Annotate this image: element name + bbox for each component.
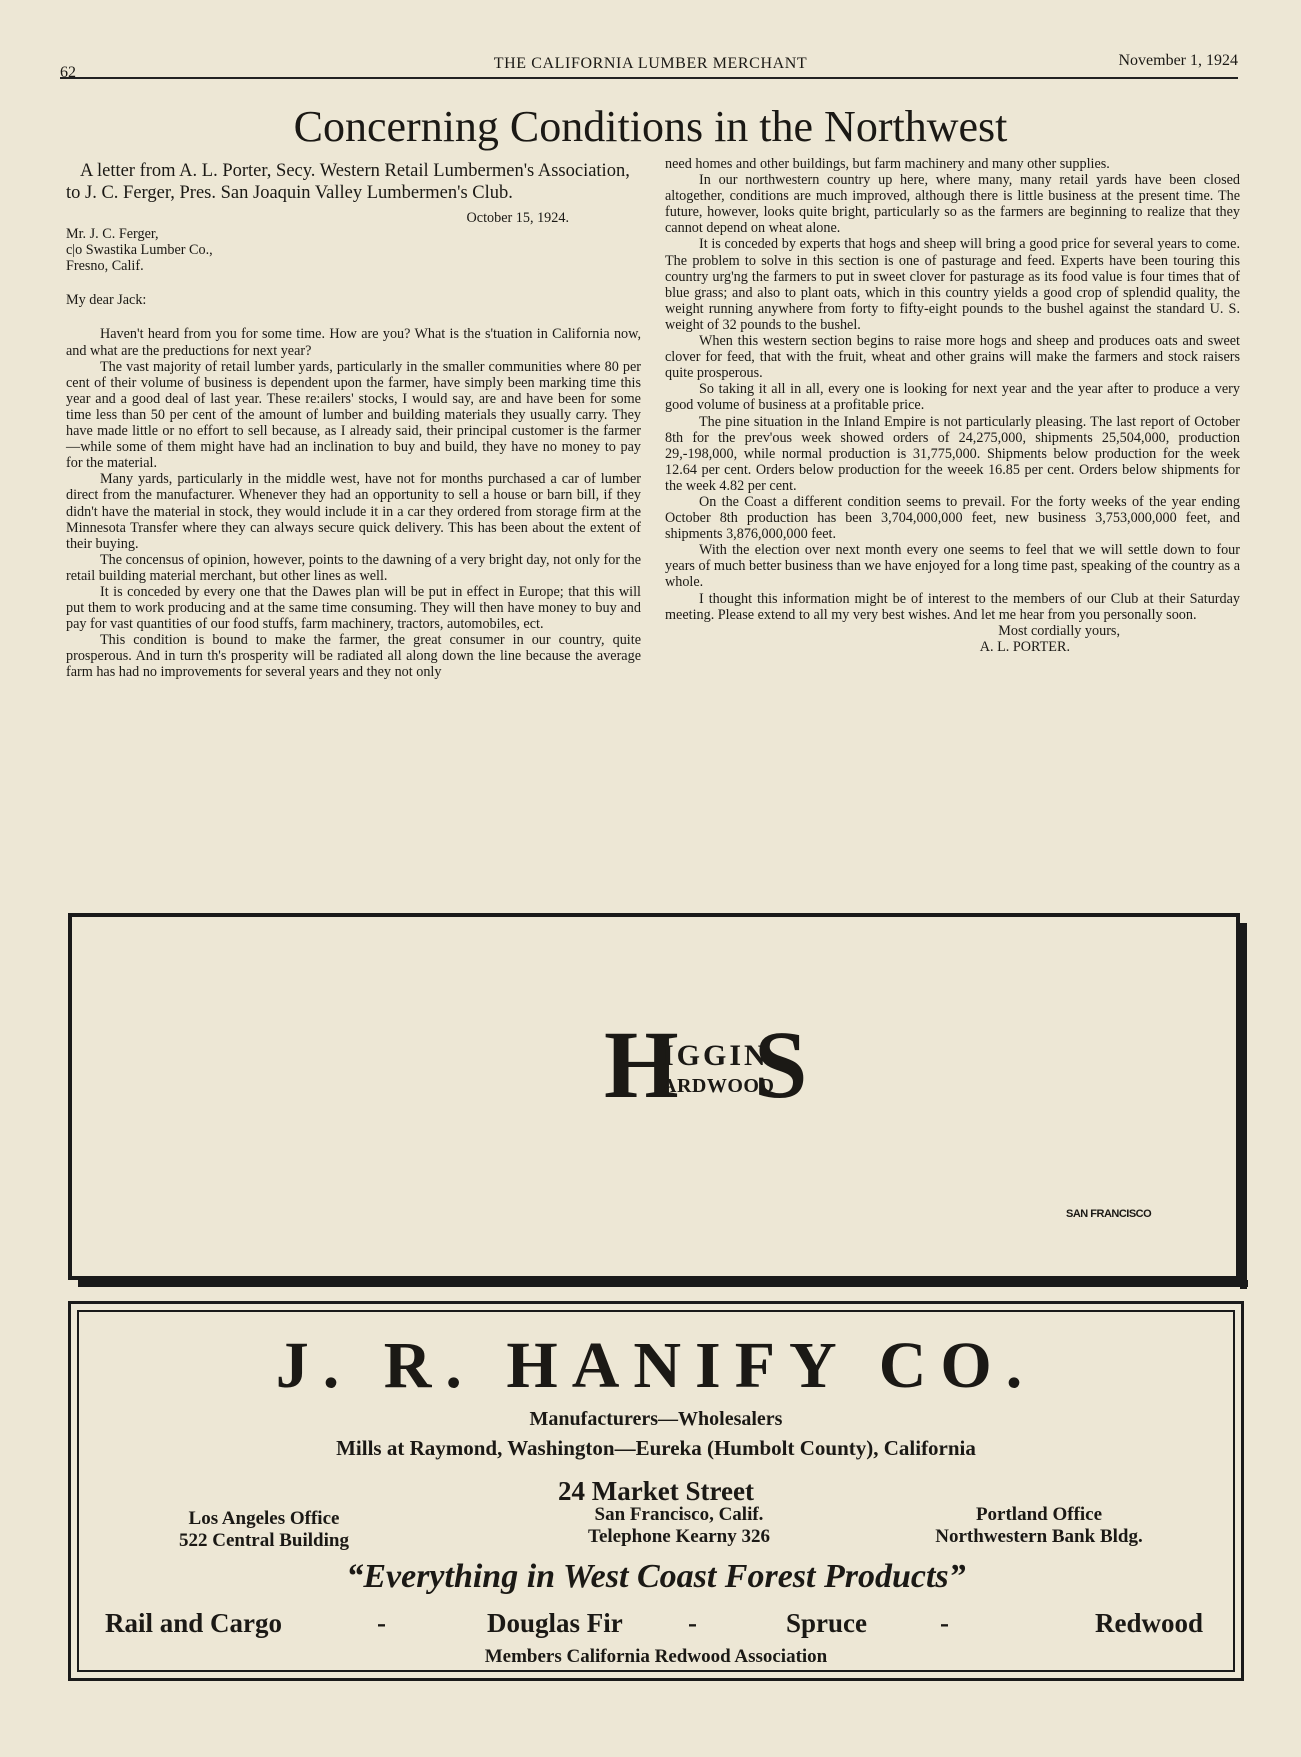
article-title: Concerning Conditions in the Northwest: [293, 102, 1008, 151]
paragraph: In our northwestern country up here, where many, many retail yards have been closed altogether, conditions are much improved, although there is little business at the present time. The future, however, looks quite bright, particularly so as the farmers are beginning to realize that they cannot depend on wheat alone.: [665, 172, 1240, 237]
address-line-2: c|o Swastika Lumber Co.,: [66, 242, 213, 259]
la-office-line-1: Los Angeles Office: [188, 1508, 340, 1529]
company-slogan: “Everything in West Coast Forest Products”: [346, 1558, 966, 1595]
address-line-1: Mr. J. C. Ferger,: [66, 226, 159, 243]
product-separator: -: [377, 1608, 386, 1638]
portland-office-line-1: Portland Office: [975, 1504, 1103, 1525]
paragraph: This condition is bound to make the farmer, the great consumer in our country, quite prosperous. And in turn th's prosperity will be radiated all along down the line because the average farm has had no improvements for several years and they not only: [66, 632, 641, 681]
logo-word-iggin: IGGIN: [662, 1039, 769, 1072]
company-name: J. R. HANIFY CO.: [275, 1329, 1037, 1402]
paragraph: It is conceded by every one that the Dawes plan will be put in effect in Europe; that this will put them to work producing and at the same time consuming. They will then have money to buy and pay for vast quantities of our food stuffs, farm machinery, tractors, automobiles, ect.: [66, 583, 641, 633]
hanify-ad: [68, 1301, 1244, 1681]
paragraph: The pine situation in the Inland Empire is not particularly pleasing. The last report of October 8th for the prev'ous week showed orders of 24,275,000, shipments 25,504,000, production 29,-198,000, while normal production is 31,775,000. Shipments below production for the week 12.64 per cent. Orders below production for the weeek 16.85 per cent. Orders below shipments for the week 4.82 per cent.: [665, 413, 1240, 494]
la-office-line-2: 522 Central Building: [179, 1530, 349, 1551]
issue-date: November 1, 1924: [1118, 52, 1238, 69]
product-separator: -: [688, 1608, 697, 1638]
paragraph: It is conceded by experts that hogs and sheep will bring a good price for several years to come. The problem to solve in this section is one of pasturage and feed. Experts have been touring this country urg'ng the farmers to put in sweet clover for pasturage as its food value is four times that of blue grass; and also to plant oats, which in this country yields a good crop of splendid quality, the weight running anywhere from forty to fifty-eight pounds to the bushel against the standard U. S. weight of 32 pounds to the bushel.: [665, 236, 1240, 333]
logo-letter-h: H: [604, 1011, 679, 1118]
paragraph: need homes and other buildings, but farm machinery and many other supplies.: [665, 156, 1110, 172]
paragraph: So taking it all in all, every one is looking for next year and the year after to produce a very good volume of business at a profitable price.: [665, 381, 1240, 414]
company-address: 24 Market Street: [558, 1476, 754, 1506]
article-left-column: [66, 160, 641, 681]
product-douglas-fir: Douglas Fir: [487, 1608, 623, 1638]
sf-office: [529, 1504, 829, 1548]
header-rule: [60, 77, 1238, 79]
letter-signature: A. L. PORTER.: [979, 638, 1070, 655]
article-right-column: [665, 156, 1240, 655]
portland-office: [899, 1504, 1179, 1548]
product-separator: -: [940, 1608, 949, 1638]
address-line-3: Fresno, Calif.: [66, 258, 144, 275]
letter-date: October 15, 1924.: [466, 210, 569, 226]
page-number: 62: [60, 64, 76, 81]
product-redwood: Redwood: [1094, 1608, 1203, 1638]
letter-closing: Most cordially yours,: [998, 622, 1120, 639]
sf-office-line-2: Telephone Kearny 326: [588, 1526, 770, 1547]
product-list: [105, 1608, 1203, 1642]
salutation: My dear Jack:: [66, 292, 147, 309]
paragraph: The concensus of opinion, however, points to the dawning of a very bright day, not only for the retail building material merchant, but other lines as well.: [66, 551, 641, 584]
paragraph: Many yards, particularly in the middle west, have not for months purchased a car of lumber direct from the manufacturer. Whenever they had an opportunity to sell a house or barn bill, if they didn't have the material in stock, they would include it in a car they ordered from storage firm at the Minnesota Transfer where they can always secure quick delivery. This has been about the extent of their buying.: [66, 471, 641, 552]
paragraph: The vast majority of retail lumber yards, particularly in the smaller communities where 80 per cent of their volume of business is dependent upon the farmer, have simply been marking time this year and a good deal of last year. These re:ailers' stocks, I would say, are and have been for some time less than 50 per cent of the amount of lumber and building materials they usually carry. They have made little or no effort to sell because, as I already said, their principal customer is the farmer—while some of them might have had an inclination to buy and build, they have no money to pay for the material.: [66, 358, 641, 472]
company-mills: Mills at Raymond, Washington—Eureka (Humbolt County), California: [336, 1436, 976, 1460]
article-intro: A letter from A. L. Porter, Secy. Western Retail Lumbermen's Association, to J. C. Ferger, Pres. San Joaquin Valley Lumbermen's Club.: [66, 161, 630, 203]
paragraph: On the Coast a different condition seems to prevail. For the forty weeks of the year ending October 8th production has been 3,704,000,000 feet, new business 3,753,000,000 feet, and shipments 3,876,000,000 feet.: [665, 493, 1240, 543]
membership: Members California Redwood Association: [484, 1646, 828, 1667]
magazine-title: THE CALIFORNIA LUMBER MERCHANT: [493, 55, 808, 72]
company-subtitle: Manufacturers—Wholesalers: [529, 1408, 783, 1430]
logo-word-ardwood: ARDWOOD: [662, 1075, 775, 1097]
la-office: [149, 1508, 379, 1552]
paragraph: Haven't heard from you for some time. How are you? What is the s'tuation in California now, and what are the preductions for next year?: [66, 326, 641, 359]
paragraph: With the election over next month every one seems to feel that we will settle down to four years of much better business than we have enjoyed for a long time past, speaking of the country as a whole.: [665, 542, 1240, 591]
product-spruce: Spruce: [786, 1608, 867, 1638]
logo-letter-s: S: [754, 1011, 808, 1118]
paragraph: When this western section begins to raise more hogs and sheep and produces oats and sweet clover for feed, that with the fruit, wheat and other grains will make the farmers and stock raisers quite prosperous.: [665, 333, 1240, 382]
portland-office-line-2: Northwestern Bank Bldg.: [935, 1526, 1143, 1547]
sf-office-line-1: San Francisco, Calif.: [594, 1504, 764, 1525]
ad-city: SAN FRANCISCO: [1066, 1208, 1152, 1220]
hanify-ad-inner-border: [77, 1310, 1235, 1672]
higgins-hardwoods-logo: [604, 1011, 844, 1118]
higgins-hardwoods-ad: [68, 913, 1240, 1280]
product-rail-cargo: Rail and Cargo: [105, 1608, 283, 1638]
paragraph: I thought this information might be of interest to the members of our Club at their Saturday meeting. Please extend to all my very best wishes. And let me hear from you personally soon.: [665, 590, 1240, 623]
